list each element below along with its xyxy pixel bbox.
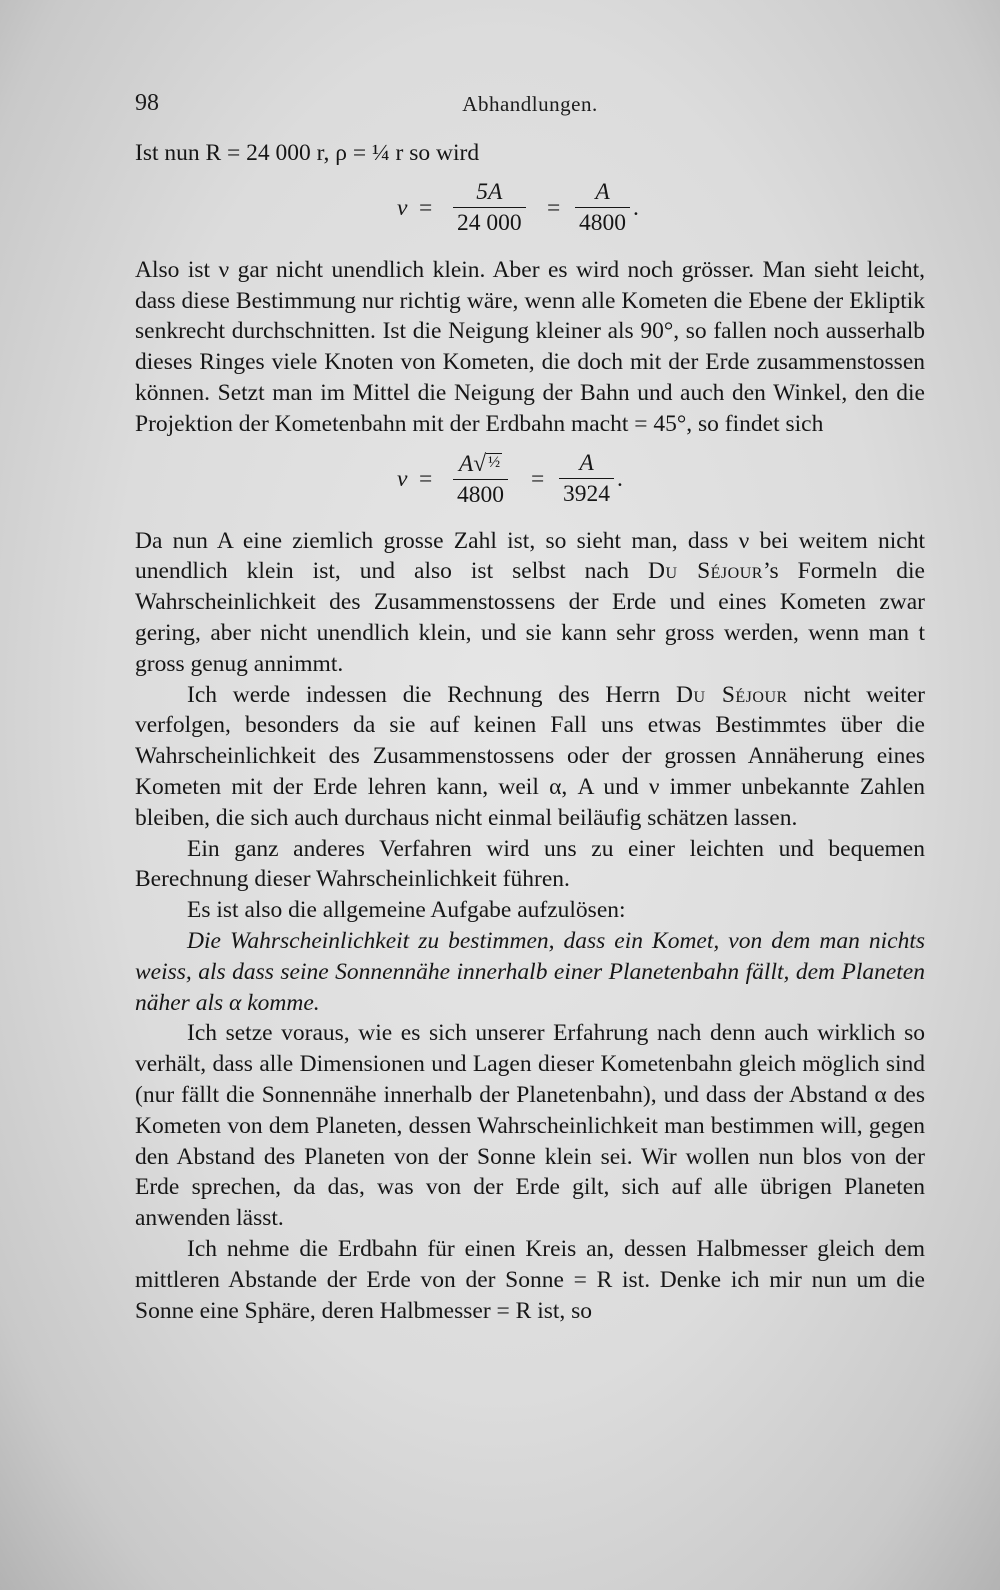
author-name-du-sejour: Du Séjour (648, 558, 763, 585)
formula-2 (135, 446, 925, 518)
formula-2-num1-a: A (458, 450, 474, 477)
formula-2-den2: 3924 (563, 480, 610, 507)
formula-1 (135, 175, 925, 247)
paragraph-2 (135, 526, 925, 680)
formula-2-lhs: ν (397, 465, 408, 492)
author-name-du-sejour-2: Du Séjour (676, 681, 788, 708)
paragraph-7: Ich setze voraus, wie es sich unserer Erfahrung nach denn auch wirklich so verhält, dass alle Dimensionen und Lagen dieser Kometenbahn gleich möglich sind (nur fällt die Sonnennähe innerhalb der Planetenbahn), und dass der Abstand α des Kometen von dem Planeten, dessen Wahrscheinlichkeit man bestimmen will, gegen den Abstand des Planeten von der Sonne klein sei. Wir wollen nun blos von der Erde sprechen, da das, was von der Erde gilt, sich auf alle übrigen Planeten anwenden lässt. (135, 1020, 925, 1232)
paragraph-3-text-a: Ich werde indessen die Rechnung des Herrn (187, 681, 677, 708)
formula-1-num1: 5A (453, 177, 526, 208)
page-number: 98 (135, 90, 159, 116)
formula-1-num2: A (575, 177, 630, 208)
paragraph-4: Ein ganz anderes Verfahren wird uns zu einer leichten und bequemen Berechnung dieser Wahrscheinlichkeit führen. (135, 835, 925, 893)
running-title: Abhandlungen. (462, 92, 598, 116)
paragraph-2-text-a: Da nun A eine ziemlich grosse Zahl ist, so sieht man, dass ν bei weitem nicht unendlich klein ist, und also ist selbst nach (135, 527, 925, 585)
formula-1-period: . (633, 194, 639, 221)
formula-2-den1: 4800 (457, 481, 504, 508)
paragraph-1-text: Also ist ν gar nicht unendlich klein. Aber es wird noch grösser. Man sieht leicht, dass diese Bestimmung nur richtig wäre, wenn alle Kometen die Ebene der Ekliptik senkrecht durchschnitten. Ist die Neigung kleiner als 90°, so fallen noch ausserhalb dieses Ringes viele Knoten von Kometen, die doch mit der Erde zusammenstossen können. Setzt man im Mittel die Neigung der Bahn und auch den Winkel, den die Projektion der Kometenbahn mit der Erdbahn macht = 45°, so findet sich (135, 256, 925, 437)
sqrt-symbol: √ (473, 450, 487, 477)
formula-2-num2: A (559, 448, 614, 479)
formula-1-den1: 24 000 (457, 209, 522, 236)
formula-2-period: . (617, 465, 623, 492)
paragraph-5: Es ist also die allgemeine Aufgabe aufzulösen: (187, 897, 626, 924)
problem-statement: Die Wahrscheinlichkeit zu bestimmen, dass ein Komet, von dem man nichts weiss, als dass seine Sonnennähe innerhalb einer Planetenbahn fällt, dem Planeten näher als α komme. (135, 927, 925, 1016)
formula-1-eq2: = (547, 194, 561, 221)
formula-1-frac2 (575, 177, 630, 238)
formula-2-eq1: = (419, 465, 433, 492)
paragraph-8: Ich nehme die Erdbahn für einen Kreis an, dessen Halbmesser gleich dem mittleren Abstande der Erde von der Sonne = R ist. Denke ich mir nun um die Sonne eine Sphäre, deren Halbmesser = R ist, so (135, 1235, 925, 1324)
formula-2-frac1 (453, 448, 508, 510)
formula-2-eq2: = (531, 465, 545, 492)
paragraph-1 (135, 255, 925, 440)
formula-1-lhs: ν (397, 194, 408, 221)
formula-1-eq1: = (419, 194, 433, 221)
paragraph-2-text-b: ’s Formeln die Wahrscheinlichkeit des Zusammenstossens der Erde und eines Kometen zwar gering, aber nicht unendlich klein, und sie kann sehr gross werden, wenn man t gross genug annimmt. (135, 558, 925, 677)
paragraph-3-text-b: nicht weiter verfolgen, besonders da sie auf keinen Fall uns etwas Bestimmtes über die Wahrscheinlichkeit des Zusammenstossens oder der grossen Annäherung eines Kometen mit der Erde lehren kann, weil α, A und ν immer unbekannte Zahlen bleiben, die sich auch durchaus nicht einmal beiläufig schätzen lassen. (135, 681, 925, 831)
paragraph-3 (135, 680, 925, 834)
formula-1-frac1 (453, 177, 526, 238)
formula-2-num1 (453, 448, 508, 480)
formula-2-sqrt-arg: ½ (488, 453, 501, 471)
page-header (135, 90, 925, 120)
page-body (135, 138, 925, 1326)
formula-1-den2: 4800 (579, 209, 626, 236)
paragraph-intro: Ist nun R = 24 000 r, ρ = ¼ r so wird (135, 140, 480, 166)
formula-2-frac2 (559, 448, 614, 509)
